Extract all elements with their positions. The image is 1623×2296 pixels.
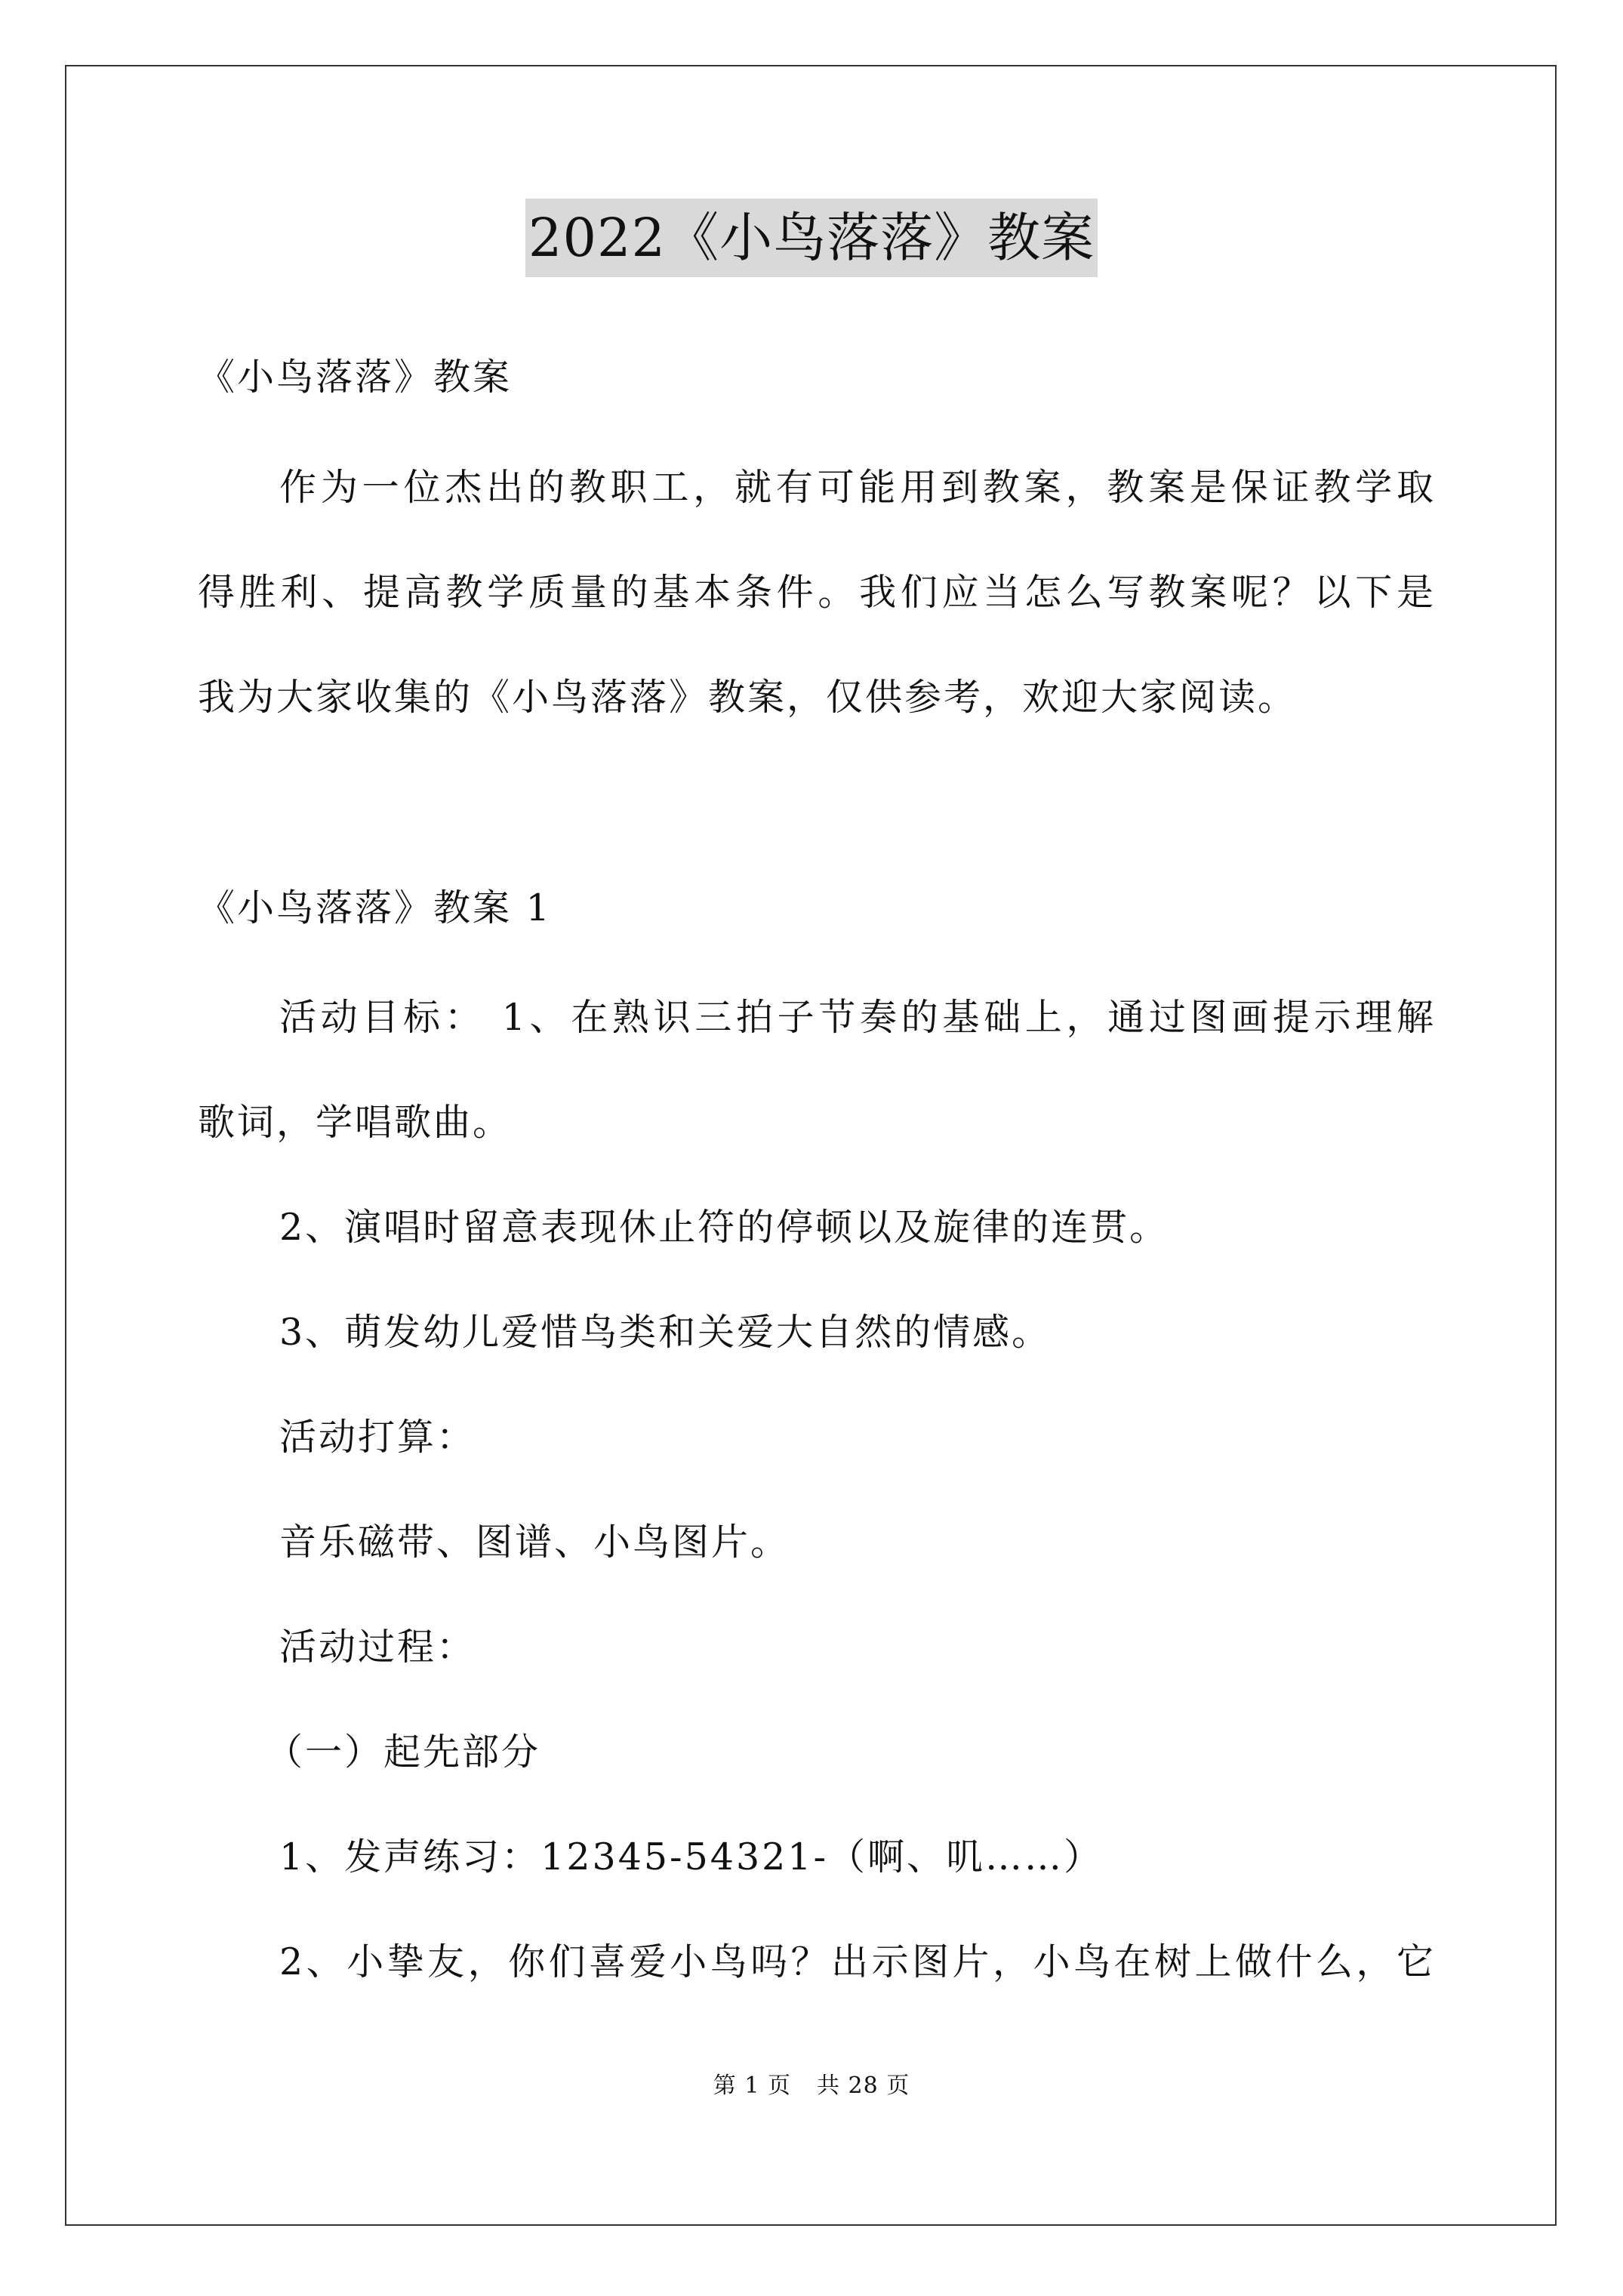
materials-line: 音乐磁带、图谱、小鸟图片。 bbox=[279, 1521, 790, 1564]
page-number: 第 1 页 bbox=[713, 2073, 791, 2099]
activity-goal-line: 活动目标： 1、在熟识三拍子节奏的基础上，通过图画提示理解 bbox=[279, 996, 1436, 1039]
page-footer bbox=[0, 2071, 1623, 2101]
intro-paragraph-line: 得胜利、提高教学质量的基本条件。我们应当怎么写教案呢？以下是 bbox=[198, 571, 1436, 614]
intro-paragraph-line: 作为一位杰出的教职工，就有可能用到教案，教案是保证教学取 bbox=[279, 466, 1436, 509]
preparation-heading: 活动打算： bbox=[279, 1416, 476, 1459]
page-total: 共 28 页 bbox=[816, 2073, 910, 2099]
intro-paragraph-line: 我为大家收集的《小鸟落落》教案，仅供参考，欢迎大家阅读。 bbox=[198, 676, 1298, 719]
subtitle: 《小鸟落落》教案 bbox=[198, 356, 513, 399]
activity-goal-line: 歌词，学唱歌曲。 bbox=[198, 1101, 513, 1144]
process-heading: 活动过程： bbox=[279, 1626, 476, 1669]
process-step: 2、小挚友，你们喜爱小鸟吗？出示图片，小鸟在树上做什么，它 bbox=[279, 1940, 1436, 1983]
section-heading-plan-1: 《小鸟落落》教案 1 bbox=[198, 886, 552, 929]
page-title: 2022《小鸟落落》教案 bbox=[525, 199, 1098, 277]
process-step: 1、发声练习：12345-54321-（啊、叽……） bbox=[279, 1835, 1104, 1878]
title-wrap bbox=[0, 199, 1623, 277]
activity-goal-item: 3、萌发幼儿爱惜鸟类和关爱大自然的情感。 bbox=[279, 1311, 1052, 1354]
activity-goal-item: 2、演唱时留意表现休止符的停顿以及旋律的连贯。 bbox=[279, 1206, 1169, 1249]
part-heading: （一）起先部分 bbox=[266, 1730, 541, 1774]
